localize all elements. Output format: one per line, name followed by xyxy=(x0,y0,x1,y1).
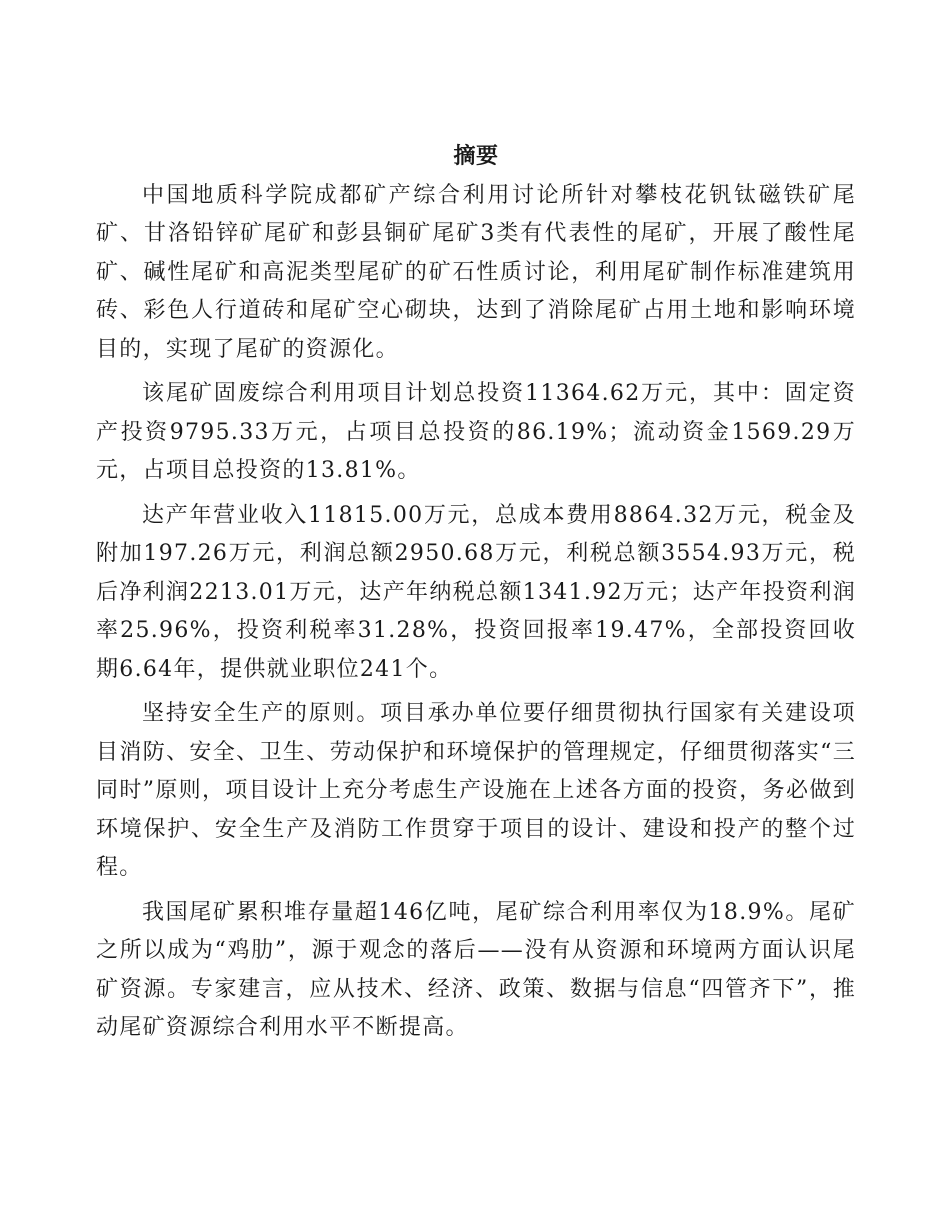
paragraph-safety-principle: 坚持安全生产的原则。项目承办单位要仔细贯彻执行国家有关建设项目消防、安全、卫生、劳动保护和环境保护的管理规定，仔细贯彻落实“三同时”原则，项目设计上充分考虑生产设施在上述各方面的投资，务必做到环境保护、安全生产及消防工作贯穿于项目的设计、建设和投产的整个过程。 xyxy=(96,701,856,880)
page-title: 摘要 xyxy=(453,144,499,169)
paragraph-financials: 达产年营业收入11815.00万元，总成本费用8864.32万元，税金及附加197.26万元，利润总额2950.68万元，利税总额3554.93万元，税后净利润2213.01万元，达产年纳税总额1341.92万元；达产年投资利润率25.96%，投资利税率31.28%，投资回报率19.47%，全部投资回收期6.64年，提供就业职位241个。 xyxy=(96,502,856,682)
paragraph-national-status: 我国尾矿累积堆存量超146亿吨，尾矿综合利用率仅为18.9%。尾矿之所以成为“鸡肋”，源于观念的落后——没有从资源和环境两方面认识尾矿资源。专家建言，应从技术、经济、政策、数据与信息“四管齐下”，推动尾矿资源综合利用水平不断提高。 xyxy=(96,899,856,1040)
paragraph-research-summary: 中国地质科学院成都矿产综合利用讨论所针对攀枝花钒钛磁铁矿尾矿、甘洛铅锌矿尾矿和彭县铜矿尾矿3类有代表性的尾矿，开展了酸性尾矿、碱性尾矿和高泥类型尾矿的矿石性质讨论，利用尾矿制作标准建筑用砖、彩色人行道砖和尾矿空心砌块，达到了消除尾矿占用土地和影响环境目的，实现了尾矿的资源化。 xyxy=(96,182,856,362)
paragraph-investment: 该尾矿固废综合利用项目计划总投资11364.62万元，其中：固定资产投资9795.33万元，占项目总投资的86.19%；流动资金1569.29万元，占项目总投资的13.81%。 xyxy=(96,381,856,483)
document-body xyxy=(96,138,856,1048)
